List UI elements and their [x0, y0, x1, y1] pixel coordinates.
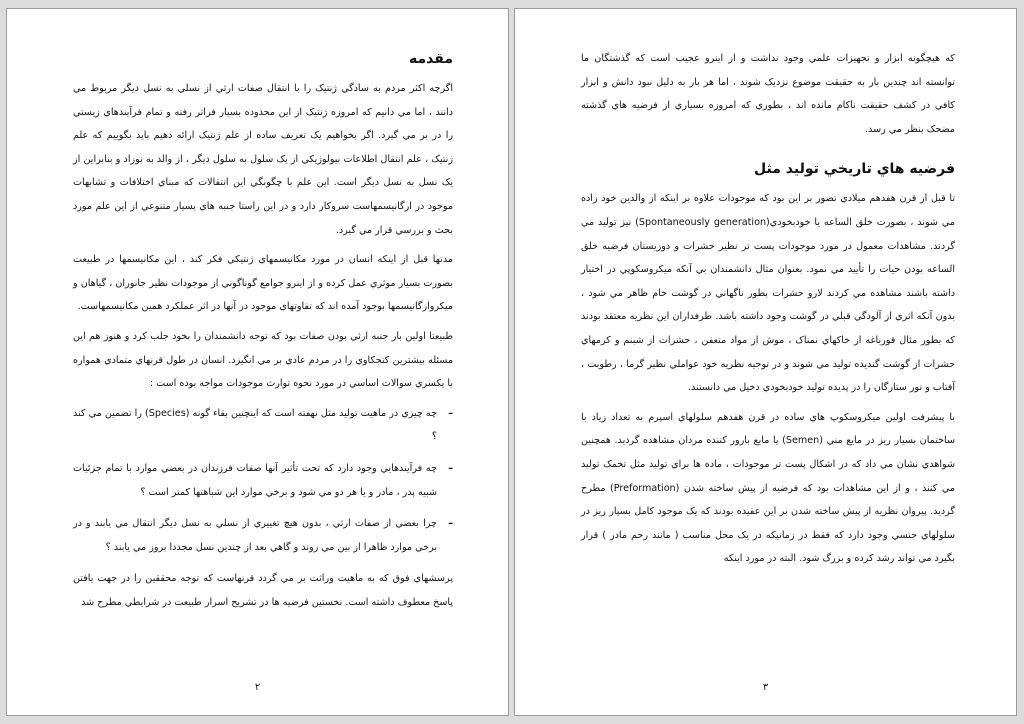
page-left: [6, 8, 509, 716]
dash-bullet-icon: –: [448, 518, 453, 530]
paragraph: با پيشرفت اولين ميکروسکوپ هاي ساده در قرن هفدهم سلولهاي اسپرم به تعداد زياد با ساختمان بسيار ريز در مايع مني (Semen) يا مايع بارور کننده مردان مشاهده گرديد. همچنين شواهدي نشان مي داد که در اشکال پست تر موجودات ، ماده ها براي توليد مثل تخمک توليد مي کنند ، و از اين مشاهدات بود که فرضيه از پيش ساخته شدن (Preformation) مطرح گرديد. پيروان نظريه از پيش ساخته شدن بر اين عقيده بودند که يک موجود کامل بسيار ريز در سلولهاي جنسي وجود دارد که فقط در زمانيکه در يک محل مناسب ( مانند رحم مادر ) قرار بگيرد مي تواند رشد کرده و بزرگ شود. البته در مورد اينکه: [581, 411, 955, 565]
dash-bullet-icon: –: [448, 462, 453, 474]
question-text: چرا بعضي از صفات ارثي ، بدون هيچ تغييري از نسلي به نسل ديگر انتقال مي يابند و در برخي موارد ظاهرا از بين مي روند و گاهي بعد از چندين نسل مجددا بروز مي يابند ؟: [73, 518, 437, 553]
paragraph: پرسشهاي فوق که به ماهيت وراثت بر مي گردد قرنهاست که توجه محققين را در جهت يافتن پاسخ معطوف داشته است. نخستين فرضيه ها در تشريح اسرار طبيعت در شرايطي مطرح شد: [73, 573, 453, 608]
section-heading: فرضيه هاي تاريخي توليد مثل: [754, 161, 955, 178]
paragraph: مدتها قبل از اينکه انسان در مورد مکانيسمهاي ژنتيکي فکر کند ، اين مکانيسمها در طبيعت بصورت بسيار موثري عمل کرده و از اينرو جوامع گوناگوني از موجودات نظير جانوران ، گياهان و ميکروارگانيسمها بوجود آمده اند که تفاوتهاي موجود در آنها در اثر عملکرد همين مکانيسمهاست.: [73, 254, 453, 313]
page-content: [581, 47, 955, 577]
question-text: چه چيزي در ماهيت توليد مثل نهفته است که اينچنين بقاء گونه (Species) را تضمين مي کند ؟: [73, 407, 438, 443]
page-number: ۳: [762, 682, 769, 693]
question-text: چه فرآيندهايي وجود دارد که تحت تأثير آنها صفات فرزندان در بعضي موارد با تمام جزئيات شبيه پدر ، مادر و يا هر دو مي شود و برخي موارد اين شباهتها کمتر است ؟: [73, 462, 437, 498]
page-right: [514, 8, 1017, 716]
section-heading: مقدمه: [409, 51, 453, 67]
paragraph: طبيعتا اولين بار جنبه ارثي بودن صفات بود که توجه دانشمندان را بخود جلب کرد و هنوز هم اين مسئله بيشترين کنجکاوي را در مردم عادي بر مي انگيزد. انسان در طول قرنهاي متمادي همواره با يکسري سوالات اساسي در مورد نحوه توارث موجودات مواجه بوده است :: [73, 330, 453, 390]
question-item: [73, 402, 453, 449]
dash-bullet-icon: –: [448, 407, 453, 419]
question-item: [73, 512, 453, 559]
paragraph: که هيچگونه ابزار و تجهيزات علمي وجود نداشت و از اينرو عجيب است که گذشتگان ما توانسته اند چندين بار به حقيقت موضوع نزديک شوند ، اما هر بار به دليل نبود دانش و ابزار کافي در کشف حقيقت ناکام مانده اند ، بطوري که امروزه بسياري از فرضيه هاي گذشته مضحک بنظر مي رسد.: [581, 53, 955, 135]
paragraph: تا قبل از قرن هفدهم ميلادي تصور بر اين بود که موجودات علاوه بر اينکه از والدين خود زاده مي شوند ، بصورت خلق الساعه يا خودبخودي(Spontaneously generation) نيز توليد مي گردند. مشاهدات معمول در مورد موجودات پست تر نظير حشرات و دوزيستان فرضيه خلق الساعه بودن حيات را تأييد مي نمود. بعنوان مثال دانشمندان بي آنکه ميکروسکوپي در اختيار داشته باشند مشاهده مي کردند لارو حشرات بطور ناگهاني در گوشت خام ظاهر مي شود ، بدون آنکه اثري از آلودگي قبلي در گوشت وجود داشته باشد. طرفداران اين نظريه معتقد بودند که بطور مثال قورباغه از خاکهاي نمناک ، موش از مواد متعفن ، حشرات از شبنم و کرمهاي حشرات از گوشت گنديده توليد مي شوند و در توجيه نظريه خود عواملي نظير گرما ، رطوبت ، آفتاب و نور ستارگان را در پديده توليد خودبخودي دخيل مي دانستند.: [581, 193, 955, 394]
paragraph: اگرچه اکثر مردم به سادگي ژنتيک را با انتقال صفات ارثي از نسلي به نسل ديگر مربوط مي دانند ، اما مي دانيم که امروزه ژنتيک از اين محدوده بسيار فراتر رفته و تمام فرآيندهاي زيستي را در بر مي گيرد. اگر بخواهيم يک تعريف ساده از علم ژنتيک ارائه دهيم بايد بگوييم که علم ژنتيک ، علم انتقال اطلاعات بيولوژيکي از يک سلول به سلول ديگر ، از والد به نوزاد و بنابراين از يک نسل به نسل ديگر است. اين علم با چگونگي اين انتقالات که مبناي اختلافات و تشابهات موجود در ارگانيسمهاست سروکار دارد و در اين راستا جنبه هاي بسيار متنوعي از اين علم مورد بحث و بررسي قرار مي گيرد.: [73, 83, 453, 236]
page-content: [73, 47, 453, 620]
page-number: ۲: [254, 682, 261, 693]
question-item: [73, 457, 453, 504]
